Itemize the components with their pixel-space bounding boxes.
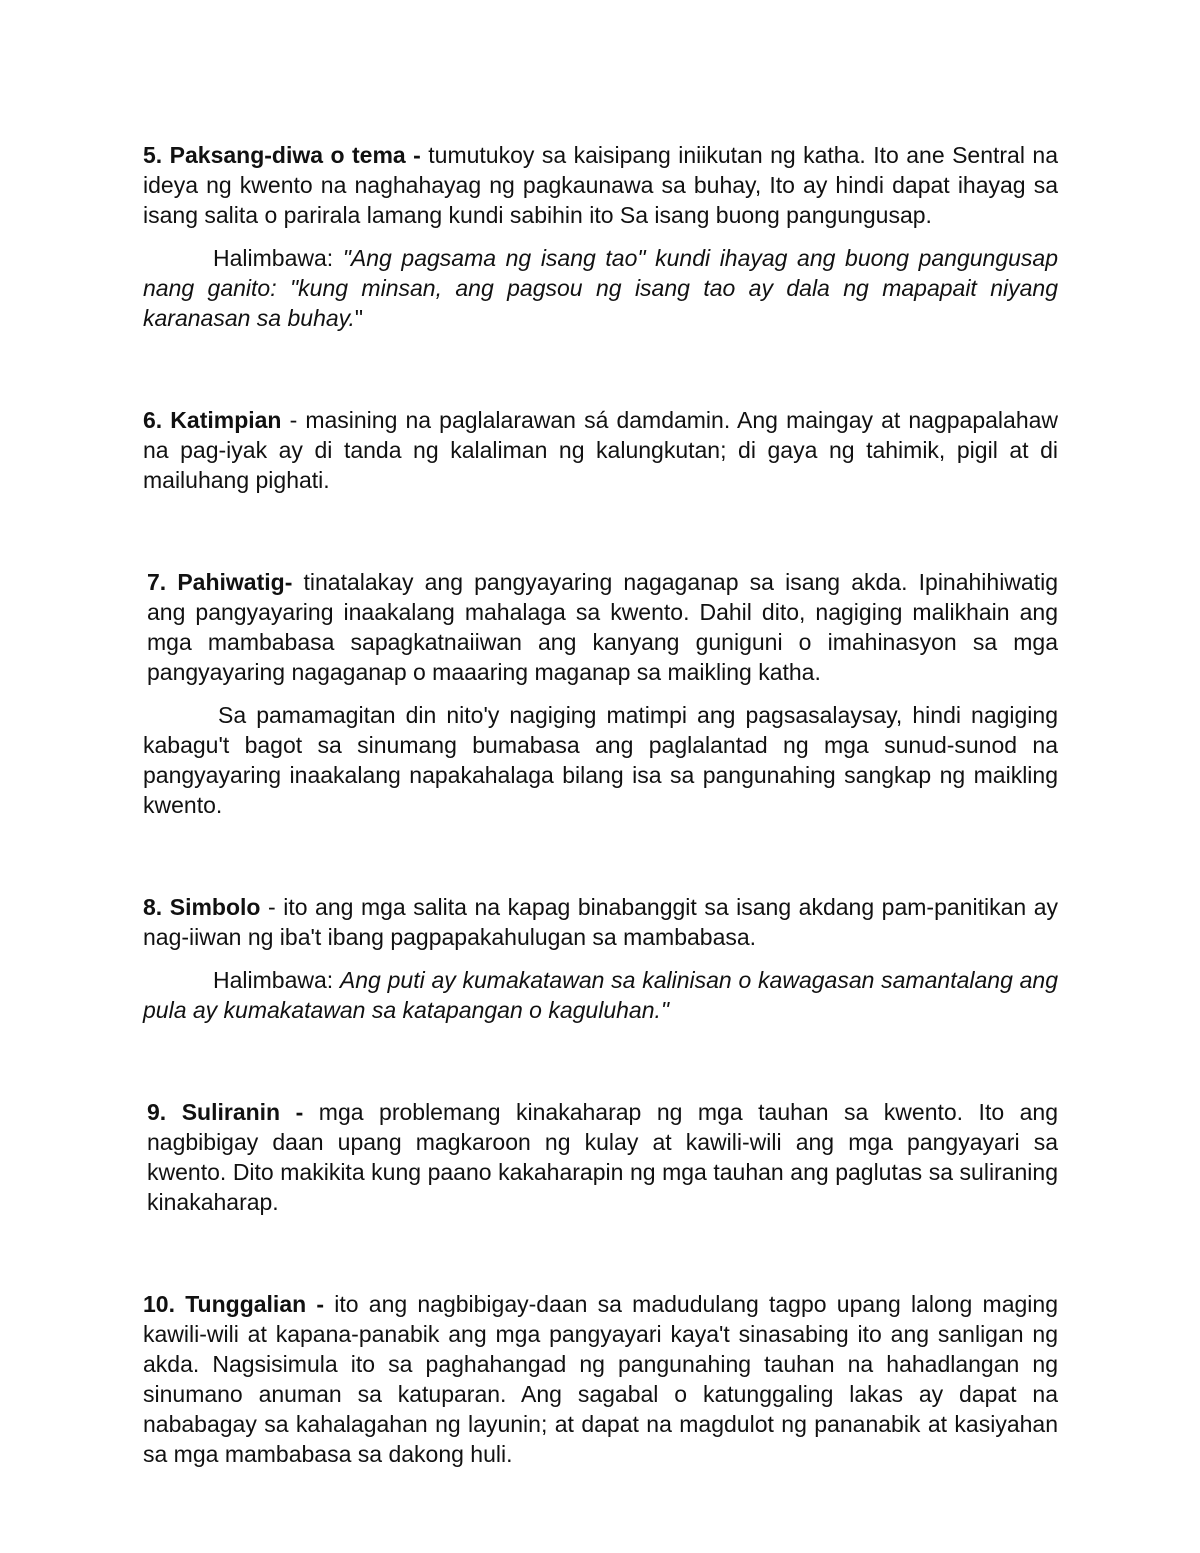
section-8-number: 8. bbox=[143, 894, 163, 920]
section-5-paragraph bbox=[143, 140, 1058, 230]
section-10-paragraph bbox=[143, 1289, 1058, 1469]
section-5-example-close: " bbox=[354, 305, 364, 331]
section-5-text: tumutukoy sa kaisipang iniikutan ng katha. Ito ane Sentral na ideya ng kwento na naghahayag ng pagkaunawa sa buhay, Ito ay hindi dapat ihayag sa isang salita o parirala lamang kundi sabihin ito Sa isang buong pangungusap. bbox=[143, 142, 1059, 228]
section-9-number: 9. bbox=[147, 1099, 167, 1125]
section-8-text: - ito ang mga salita na kapag binabanggit sa isang akdang pam-panitikan ay nag-iiwan ng iba't ibang pagpapakahulugan sa mambabasa. bbox=[143, 894, 1058, 950]
document-body bbox=[143, 140, 1058, 1469]
section-6-text: - masining na paglalarawan sá damdamin. Ang maingay at nagpapalahaw na pag-iyak ay di tanda ng kalaliman ng kalungkutan; di gaya ng tahimik, pigil at di mailuhang pighati. bbox=[143, 407, 1059, 493]
section-7-paragraph bbox=[143, 567, 1058, 687]
section-7-paragraph-2: Sa pamamagitan din nito'y nagiging matimpi ang pagsasalaysay, hindi nagiging kabagu't bagot sa sinumang bumabasa ang paglalantad ng mga sunud-sunod na pangyayaring inaakalang napakahalaga bilang isa sa pangunahing sangkap ng maikling kwento. bbox=[143, 702, 1058, 818]
section-10-term: Tunggalian - bbox=[185, 1291, 325, 1317]
section-7-text: tinatalakay ang pangyayaring nagaganap sa isang akda. Ipinahihiwatig ang pangyayaring inaakalang mahalaga sa kwento. Dahil dito, nagiging malikhain ang mga mambabasa sapagkatnaiiwan ang kanyang guniguni o imahinasyon sa mga pangyayaring nagaganap o maaaring maganap sa maikling katha. bbox=[147, 569, 1059, 685]
section-8-paragraph bbox=[143, 892, 1058, 952]
section-9-term: Suliranin - bbox=[181, 1099, 304, 1125]
section-5-example bbox=[143, 243, 1058, 333]
section-5-example-label: Halimbawa: bbox=[213, 245, 343, 271]
section-10-text: ito ang nagbibigay-daan sa madudulang tagpo upang lalong maging kawili-wili at kapana-panabik ang mga pangyayari kaya't sinasabing ito ang sanligan ng akda. Nagsisimula ito sa paghahangad ng pangunahing tauhan na hahadlangan ng sinumano anuman sa katuparan. Ang sagabal o katunggaling lakas ay dapat na nababagay sa kahalagahan ng layunin; at dapat na magdulot ng pananabik at kasiyahan sa mga mambabasa sa dakong huli. bbox=[143, 1291, 1058, 1467]
section-8-example-label: Halimbawa: bbox=[213, 967, 340, 993]
section-8-term: Simbolo bbox=[169, 894, 261, 920]
section-7-term: Pahiwatig- bbox=[177, 569, 293, 595]
section-6-term: Katimpian bbox=[170, 407, 282, 433]
section-8-example bbox=[143, 965, 1058, 1025]
section-7-number: 7. bbox=[147, 569, 167, 595]
section-5-term: Paksang-diwa o tema - bbox=[169, 142, 421, 168]
section-9-text: mga problemang kinakaharap ng mga tauhan sa kwento. Ito ang nagbibigay daan upang magkaroon ng kulay at kawili-wili ang mga pangyayari sa kwento. Dito makikita kung paano kakaharapin ng mga tauhan ang paglutas sa suliraning kinakaharap. bbox=[147, 1099, 1059, 1215]
section-5-number: 5. bbox=[143, 142, 163, 168]
section-6-number: 6. bbox=[143, 407, 163, 433]
section-5-example-text: "Ang pagsama ng isang tao" kundi ihayag ang buong pangungusap nang ganito: "kung minsan, ang pagsou ng isang tao ay dala ng mapapait niyang karanasan sa buhay. bbox=[143, 245, 1058, 331]
section-6-paragraph bbox=[143, 405, 1058, 495]
section-9-paragraph bbox=[143, 1097, 1058, 1217]
section-10-number: 10. bbox=[143, 1291, 175, 1317]
section-8-example-text: Ang puti ay kumakatawan sa kalinisan o kawagasan samantalang ang pula ay kumakatawan sa katapangan o kaguluhan." bbox=[143, 967, 1058, 1023]
